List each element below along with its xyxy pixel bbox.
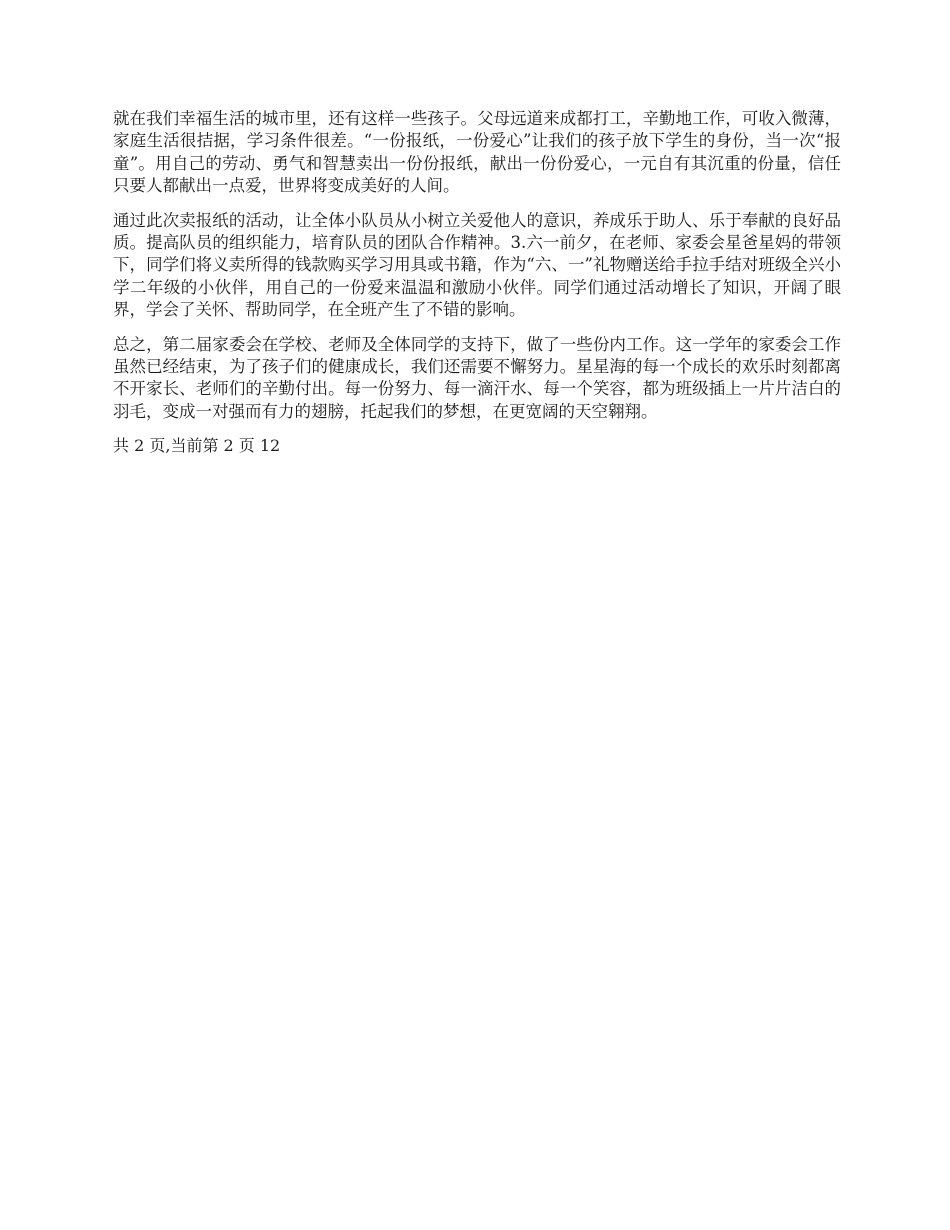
paragraph-1: 就在我们幸福生活的城市里，还有这样一些孩子。父母远道来成都打工，辛勤地工作，可收入微薄，家庭生活很拮据，学习条件很差。“一份报纸，一份爱心”让我们的孩子放下学生的身份，当一次“报童”。用自己的劳动、勇气和智慧卖出一份份报纸，献出一份份爱心，一元自有其沉重的份量，信任只要人都献出一点爱，世界将变成美好的人间。 (113, 109, 841, 196)
paragraph-3: 总之，第二届家委会在学校、老师及全体同学的支持下，做了一些份内工作。这一学年的家委会工作虽然已经结束，为了孩子们的健康成长，我们还需要不懈努力。星星海的每一个成长的欢乐时刻都离不开家长、老师们的辛勤付出。每一份努力、每一滴汗水、每一个笑容，都为班级插上一片片洁白的羽毛，变成一对强而有力的翅膀，托起我们的梦想，在更宽阔的天空翱翔。 (113, 334, 841, 421)
document-page (113, 108, 841, 458)
paragraph-2: 通过此次卖报纸的活动，让全体小队员从小树立关爱他人的意识，养成乐于助人、乐于奉献的良好品质。提高队员的组织能力，培育队员的团队合作精神。3.六一前夕，在老师、家委会星爸星妈的带领下，同学们将义卖所得的钱款购买学习用具或书籍，作为“六、一”礼物赠送给手拉手结对班级全兴小学二年级的小伙伴，用自己的一份爱来温温和激励小伙伴。同学们通过活动增长了知识，开阔了眼界，学会了关怀、帮助同学，在全班产生了不错的影响。 (113, 210, 841, 320)
page-footer: 共 2 页,当前第 2 页 12 (113, 436, 281, 456)
